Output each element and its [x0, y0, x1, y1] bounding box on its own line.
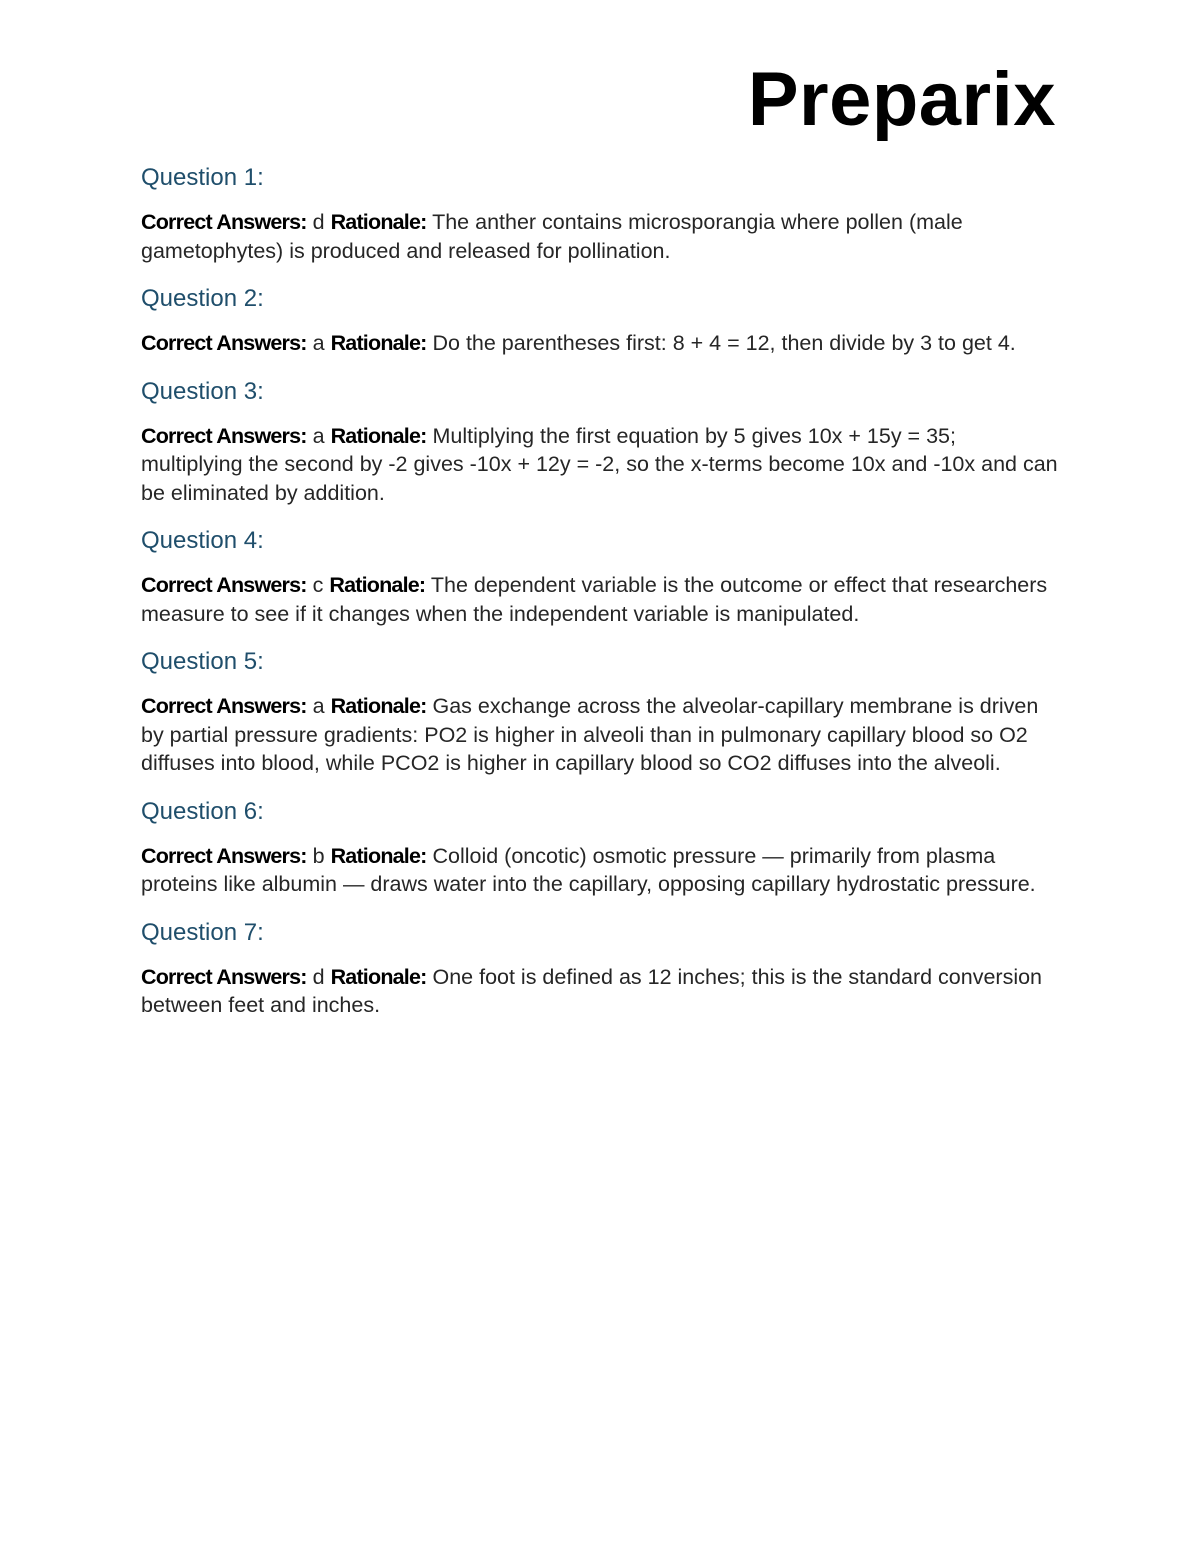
question-block-4: [141, 525, 1061, 628]
rationale-text: One foot is defined as 12 inches; this is the standard conversion between feet and inches.: [141, 964, 1043, 1017]
answer-paragraph: [141, 422, 1061, 508]
question-title: Question 1:: [141, 164, 264, 191]
answer-letter: a: [312, 331, 325, 355]
rationale-label: Rationale:: [330, 964, 427, 989]
rationale-text: The dependent variable is the outcome or effect that researchers measure to see if it changes when the independent variable is manipulated.: [141, 573, 1048, 626]
rationale-text: Gas exchange across the alveolar-capillary membrane is driven by partial pressure gradients: PO2 is higher in alveoli than in pulmonary capillary blood so O2 diffuses into blood, while PCO2 is higher in capillary blood so CO2 diffuses into the alveoli.: [141, 694, 1039, 775]
question-title: Question 6:: [141, 797, 264, 825]
rationale-label: Rationale:: [329, 573, 426, 597]
rationale-label: Rationale:: [330, 331, 427, 355]
question-title: Question 7:: [141, 918, 264, 946]
question-block-5: [141, 646, 1061, 778]
rationale-label: Rationale:: [330, 694, 427, 718]
answer-paragraph: [141, 842, 1061, 899]
question-block-7: [141, 917, 1061, 1020]
correct-answers-label: Correct Answers:: [141, 843, 307, 868]
answer-letter: c: [312, 573, 324, 597]
question-title: Question 3:: [141, 377, 264, 405]
answer-paragraph: [141, 571, 1061, 628]
question-list: [141, 162, 1061, 1038]
answer-letter: a: [312, 423, 325, 448]
question-title: Question 4:: [141, 527, 264, 554]
answer-paragraph: [141, 329, 1061, 358]
question-title: Question 2:: [141, 285, 264, 312]
correct-answers-label: Correct Answers:: [141, 423, 307, 448]
rationale-text: The anther contains microsporangia where pollen (male gametophytes) is produced and released for pollination.: [141, 210, 963, 263]
correct-answers-label: Correct Answers:: [141, 694, 307, 718]
correct-answers-label: Correct Answers:: [141, 331, 307, 355]
question-block-2: [141, 283, 1061, 358]
answer-letter: a: [312, 694, 325, 718]
question-title: Question 5:: [141, 648, 264, 675]
question-block-6: [141, 796, 1061, 899]
correct-answers-label: Correct Answers:: [141, 964, 307, 989]
brand-logo-text: Preparix: [747, 57, 1056, 142]
answer-paragraph: [141, 208, 1061, 265]
rationale-text: Colloid (oncotic) osmotic pressure — primarily from plasma proteins like albumin — draws water into the capillary, opposing capillary hydrostatic pressure.: [141, 843, 1036, 896]
rationale-label: Rationale:: [330, 843, 427, 868]
rationale-label: Rationale:: [330, 210, 427, 234]
question-block-3: [141, 376, 1061, 508]
correct-answers-label: Correct Answers:: [141, 210, 307, 234]
answer-letter: d: [312, 964, 325, 989]
answer-letter: b: [312, 843, 325, 868]
question-block-1: [141, 162, 1061, 265]
answer-paragraph: [141, 692, 1061, 778]
rationale-text: Do the parentheses first: 8 + 4 = 12, then divide by 3 to get 4.: [432, 331, 1016, 355]
rationale-label: Rationale:: [330, 423, 427, 448]
answer-letter: d: [312, 210, 325, 234]
rationale-text: Multiplying the first equation by 5 gives 10x + 15y = 35; multiplying the second by -2 gives -10x + 12y = -2, so the x-terms become 10x and -10x and can be eliminated by addition.: [141, 423, 1058, 505]
correct-answers-label: Correct Answers:: [141, 573, 307, 597]
answer-paragraph: [141, 963, 1061, 1020]
